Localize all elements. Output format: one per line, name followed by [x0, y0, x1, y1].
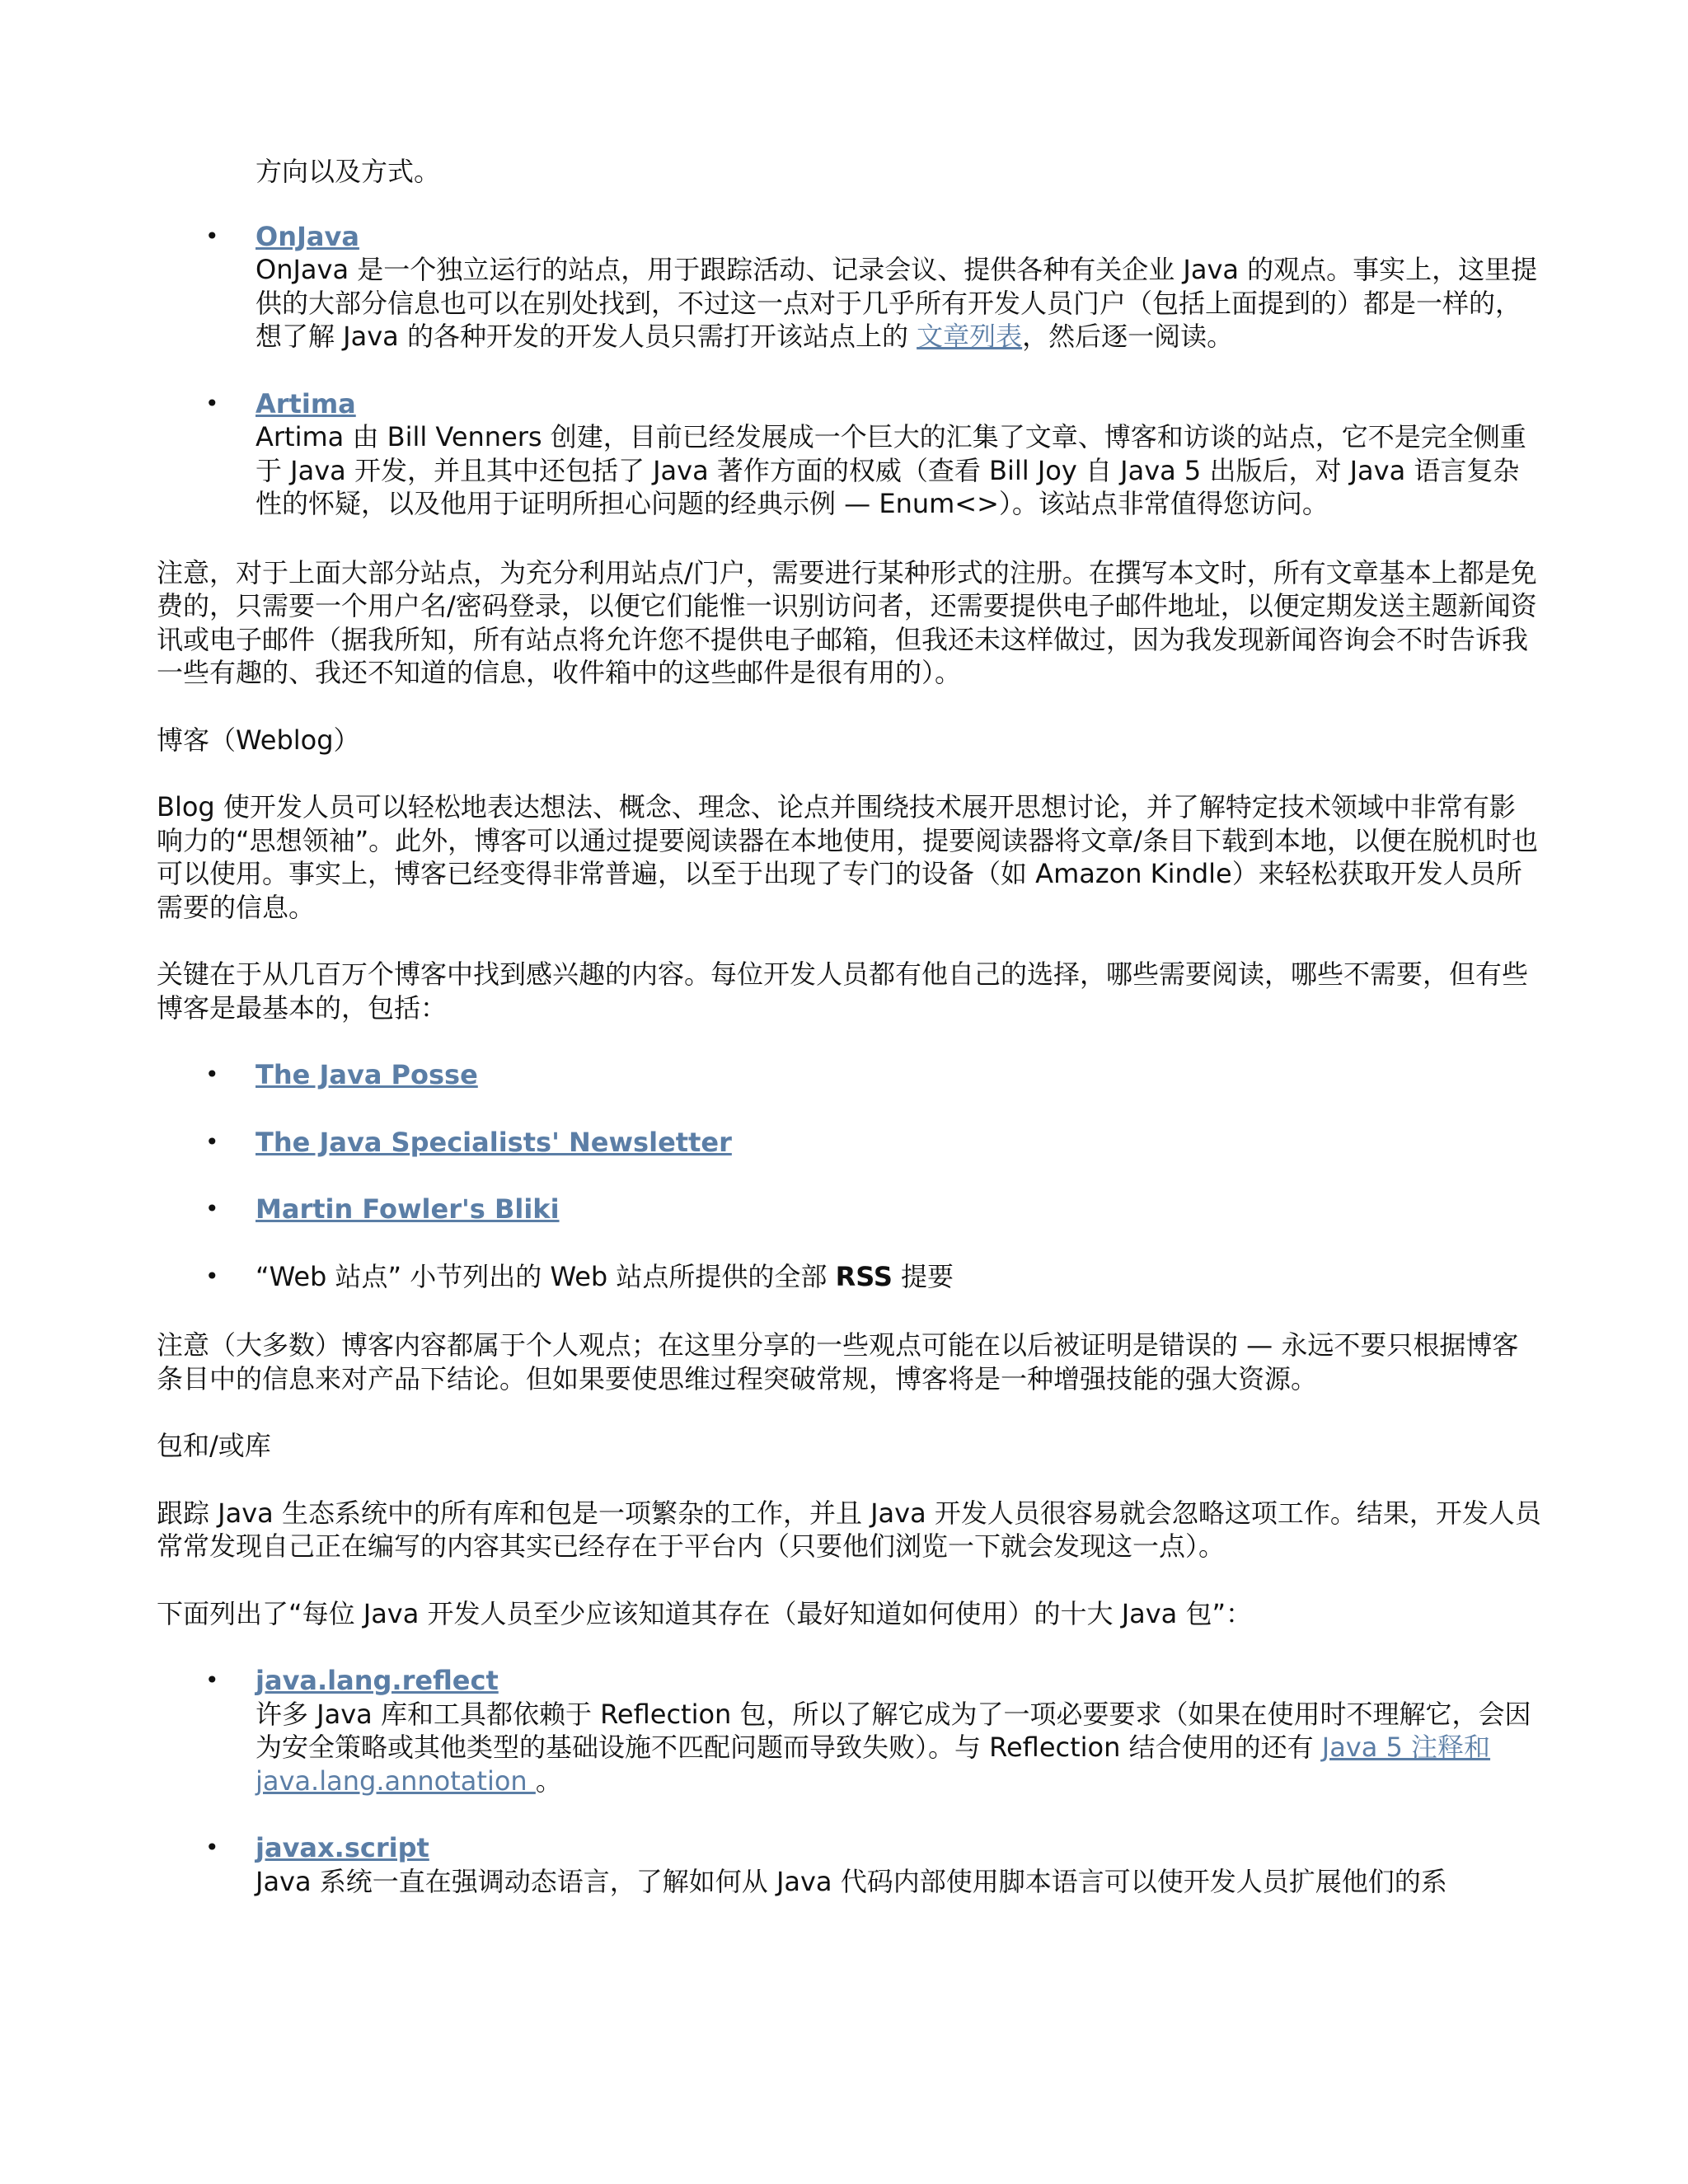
- weblog-intro: Blog 使开发人员可以轻松地表达想法、概念、理念、论点并围绕技术展开思想讨论，并了解特定技术领域中非常有影响力的“思想领袖”。此外，博客可以通过提要阅读器在本地使用，提要阅读器将文章/条目下载到本地，以便在脱机时也可以使用。事实上，博客已经变得非常普遍，以至于出现了专门的设备（如 Amazon Kindle）来轻松获取开发人员所需要的信息。: [157, 791, 1538, 923]
- libs-list-intro: 下面列出了“每位 Java 开发人员至少应该知道其存在（最好知道如何使用）的十大 Java 包”：: [157, 1597, 1253, 1629]
- onjava-link[interactable]: OnJava: [256, 220, 359, 252]
- portal-list: [157, 220, 1541, 521]
- list-item-script: [157, 1831, 1541, 1898]
- list-item-onjava: [157, 220, 1541, 354]
- javax-script-link[interactable]: javax.script: [256, 1832, 429, 1863]
- rss-item-text: “Web 站点” 小节列出的 Web 站点所提供的全部 RSS 提要: [256, 1260, 954, 1292]
- bullet-icon: •: [205, 1127, 219, 1155]
- registration-note: 注意，对于上面大部分站点，为充分利用站点/门户，需要进行某种形式的注册。在撰写本文时，所有文章基本上都是免费的，只需要一个用户名/密码登录，以便它们能惟一识别访问者，还需要提供电子邮件地址，以便定期发送主题新闻资讯或电子邮件（据我所知，所有站点将允许您不提供电子邮箱，但我还未这样做过，因为我发现新闻咨询会不时告诉我一些有趣的、我还不知道的信息，收件箱中的这些邮件是很有用的）。: [157, 556, 1537, 688]
- weblog-heading: 博客（Weblog）: [157, 724, 360, 756]
- artima-link[interactable]: Artima: [256, 387, 356, 419]
- blog-note: 注意（大多数）博客内容都属于个人观点；在这里分享的一些观点可能在以后被证明是错误的 — 永远不要只根据博客条目中的信息来对产品下结论。但如果要使思维过程突破常规，博客将是一种增强技能的强大资源。: [157, 1329, 1519, 1394]
- list-item-reflect: [157, 1664, 1541, 1797]
- bullet-icon: •: [205, 389, 219, 417]
- reflect-description: 许多 Java 库和工具都依赖于 Reflection 包，所以了解它成为了一项必要要求（如果在使用时不理解它，会因为安全策略或其他类型的基础设施不匹配问题而导致失败）。与 Reflection 结合使用的还有 Java 5 注释和 java.lang.annotation 。: [256, 1698, 1531, 1797]
- script-description: Java 系统一直在强调动态语言，了解如何从 Java 代码内部使用脚本语言可以使开发人员扩展他们的系: [256, 1865, 1447, 1897]
- java-posse-link[interactable]: The Java Posse: [256, 1059, 478, 1090]
- onjava-description: OnJava 是一个独立运行的站点，用于跟踪活动、记录会议、提供各种有关企业 Java 的观点。事实上，这里提供的大部分信息也可以在别处找到，不过这一点对于几乎所有开发人员门户（包括上面提到的）都是一样的，想了解 Java 的各种开发的开发人员只需打开该站点上的 文章列表，然后逐一阅读。: [256, 254, 1538, 352]
- java-specialists-link[interactable]: The Java Specialists' Newsletter: [256, 1126, 732, 1158]
- libs-heading: 包和/或库: [157, 1430, 271, 1461]
- bullet-icon: •: [205, 1195, 219, 1222]
- libs-intro: 跟踪 Java 生态系统中的所有库和包是一项繁杂的工作，并且 Java 开发人员很容易就会忽略这项工作。结果，开发人员常常发现自己正在编写的内容其实已经存在于平台内（只要他们浏览一下就会发现这一点）。: [157, 1497, 1541, 1562]
- list-item-artima: [157, 387, 1541, 521]
- annotation-link[interactable]: Java 5 注释和 java.lang.annotation: [256, 1732, 1491, 1797]
- weblog-key-paragraph: 关键在于从几百万个博客中找到感兴趣的内容。每位开发人员都有他自己的选择，哪些需要阅读，哪些不需要，但有些博客是最基本的，包括：: [157, 958, 1529, 1024]
- bullet-icon: •: [205, 1666, 219, 1694]
- artima-description: Artima 由 Bill Venners 创建，目前已经发展成一个巨大的汇集了文章、博客和访谈的站点，它不是完全侧重于 Java 开发，并且其中还包括了 Java 著作方面的权威（查看 Bill Joy 自 Java 5 出版后，对 Java 语言复杂性的怀疑，以及他用于证明所担心问题的经典示例 — Enum<>）。该站点非常值得您访问。: [256, 421, 1526, 519]
- intro-fragment: 方向以及方式。: [256, 156, 441, 187]
- list-item-bliki: [157, 1193, 1541, 1226]
- java-lang-reflect-link[interactable]: java.lang.reflect: [256, 1665, 499, 1696]
- blog-list: [157, 1058, 1541, 1293]
- bullet-icon: •: [205, 1061, 219, 1088]
- bullet-icon: •: [205, 222, 219, 250]
- bullet-icon: •: [205, 1262, 219, 1290]
- list-item-java-posse: [157, 1058, 1541, 1092]
- bullet-icon: •: [205, 1834, 219, 1861]
- article-list-link[interactable]: 文章列表: [917, 321, 1023, 352]
- list-item-java-specialists: [157, 1126, 1541, 1160]
- list-item-rss: [157, 1260, 1541, 1294]
- article-body: [157, 155, 1541, 1933]
- fowler-bliki-link[interactable]: Martin Fowler's Bliki: [256, 1193, 560, 1225]
- package-list: [157, 1664, 1541, 1898]
